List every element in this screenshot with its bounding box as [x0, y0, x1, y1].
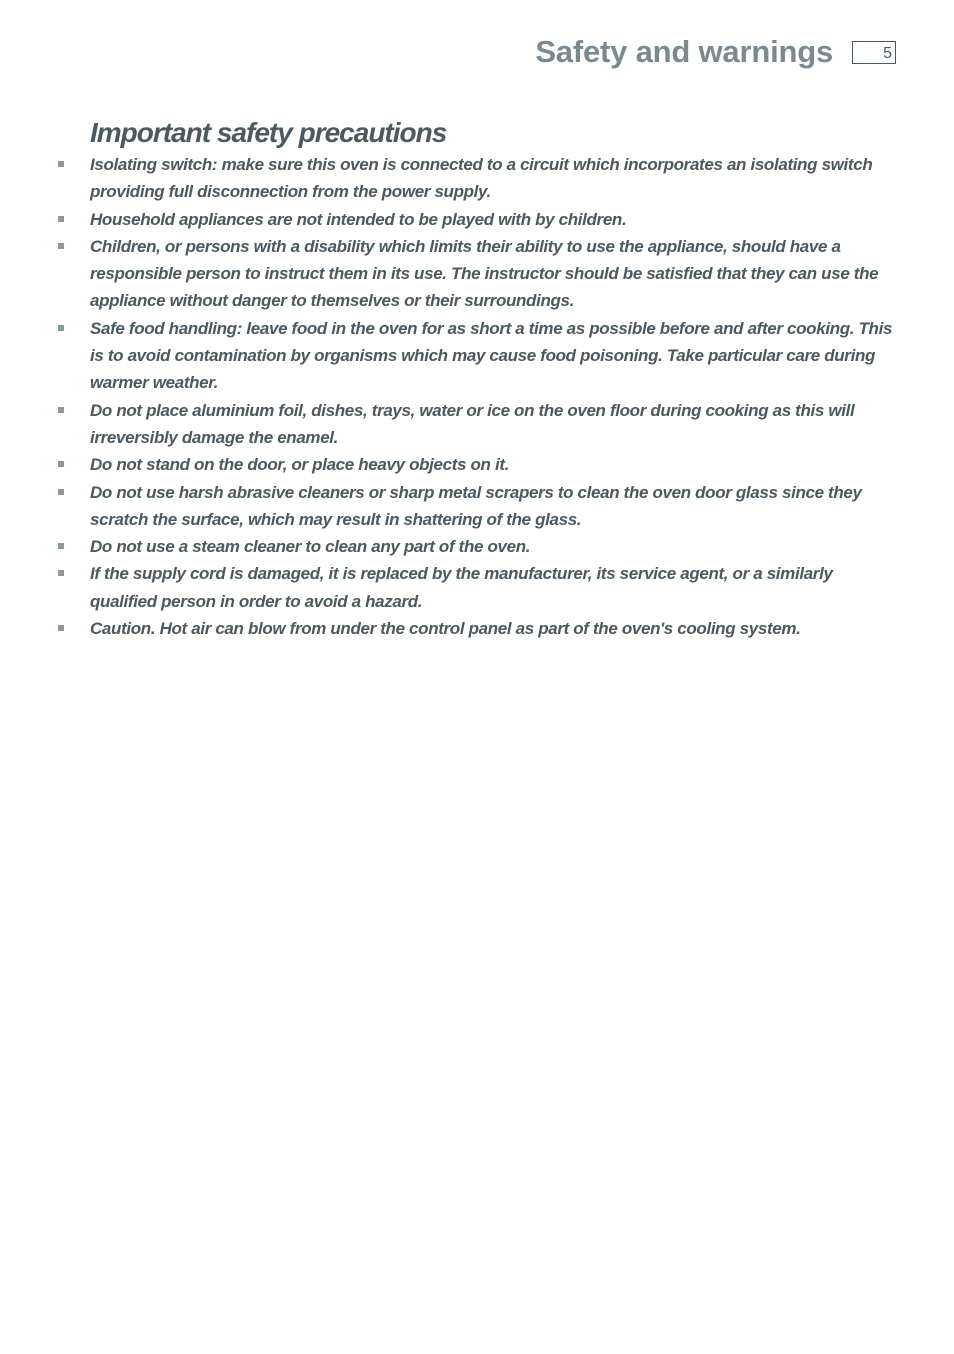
square-bullet-icon	[58, 489, 64, 495]
list-item	[0, 479, 954, 534]
list-item	[0, 560, 954, 615]
section-heading: Important safety precautions	[90, 117, 447, 148]
list-item-text: Do not use harsh abrasive cleaners or sharp metal scrapers to clean the oven door glass since they scratch the surface, which may result in shattering of the glass.	[90, 482, 862, 529]
square-bullet-icon	[58, 570, 64, 576]
list-item-text: Do not stand on the door, or place heavy objects on it.	[90, 455, 510, 475]
page-title: Safety and warnings	[535, 34, 833, 69]
square-bullet-icon	[58, 161, 64, 167]
list-item	[0, 451, 954, 478]
square-bullet-icon	[58, 216, 64, 222]
square-bullet-icon	[58, 325, 64, 331]
list-item-text: Safe food handling: leave food in the oven for as short a time as possible before and after cooking. This is to avoid contamination by organisms which may cause food poisoning. Take particular care during warmer weather.	[90, 318, 893, 393]
square-bullet-icon	[58, 243, 64, 249]
list-item-text: Isolating switch: make sure this oven is connected to a circuit which incorporates an isolating switch providing full disconnection from the power supply.	[90, 155, 873, 202]
list-item	[0, 315, 954, 397]
list-item	[0, 533, 954, 560]
square-bullet-icon	[58, 543, 64, 549]
list-item-text: If the supply cord is damaged, it is replaced by the manufacturer, its service agent, or a similarly qualified person in order to avoid a hazard.	[90, 564, 833, 611]
list-item	[0, 151, 954, 206]
square-bullet-icon	[58, 407, 64, 413]
list-item-text: Do not place aluminium foil, dishes, trays, water or ice on the oven floor during cooking as this will irreversibly damage the enamel.	[90, 400, 855, 447]
list-item-text: Caution. Hot air can blow from under the control panel as part of the oven's cooling system.	[90, 619, 801, 639]
list-item	[0, 233, 954, 315]
list-item-text: Children, or persons with a disability which limits their ability to use the appliance, should have a responsible person to instruct them in its use. The instructor should be satisfied that they can use the appliance without danger to themselves or their surroundings.	[90, 236, 879, 311]
square-bullet-icon	[58, 461, 64, 467]
list-item	[0, 206, 954, 233]
precaution-list	[0, 151, 954, 642]
square-bullet-icon	[58, 625, 64, 631]
list-item-text: Household appliances are not intended to be played with by children.	[90, 209, 627, 229]
page-number: 5	[852, 41, 896, 64]
list-item	[0, 615, 954, 642]
list-item	[0, 397, 954, 452]
list-item-text: Do not use a steam cleaner to clean any part of the oven.	[90, 537, 531, 557]
page-header	[535, 30, 896, 74]
